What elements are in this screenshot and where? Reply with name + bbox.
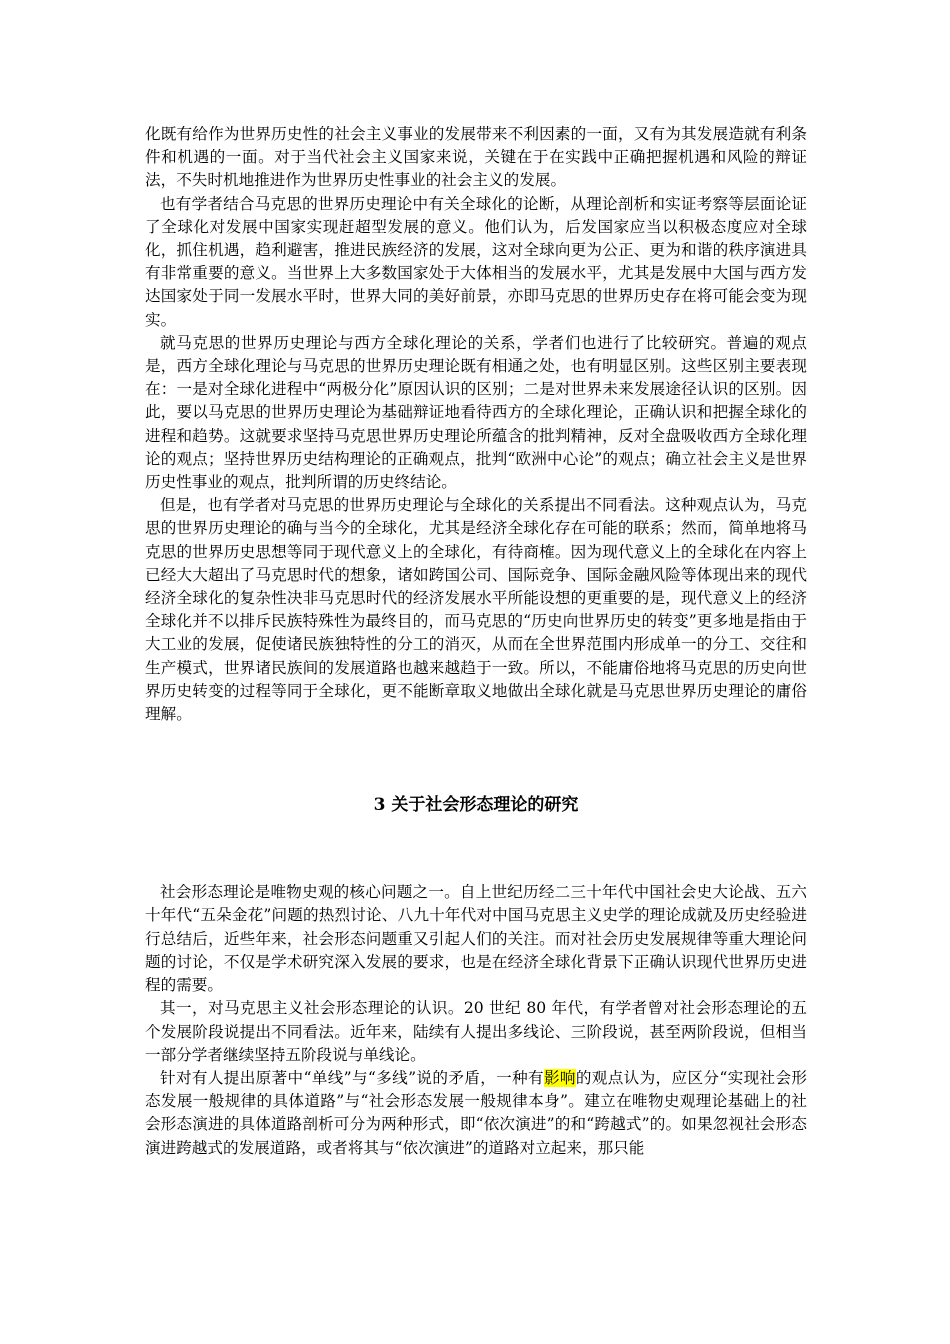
section-heading: 3 关于社会形态理论的研究 (373, 795, 579, 816)
section-spacer-top (145, 726, 807, 793)
document-body (145, 123, 807, 1160)
paragraph-western-globalization-comparison: 就马克思的世界历史理论与西方全球化理论的关系，学者们也进行了比较研究。普遍的观点是，西方全球化理论与马克思的世界历史理论既有相通之处，也有明显区别。这些区别主要表现在：一是对全球化进程中“两极分化”原因认识的区别；二是对世界未来发展途径认识的区别。因此，要以马克思的世界历史理论为基础辩证地看待西方的全球化理论，正确认识和把握全球化的进程和趋势。这就要求坚持马克思世界历史理论所蕴含的批判精神，反对全盘吸收西方全球化理论的观点；坚持世界历史结构理论的正确观点，批判“欧洲中心论”的观点；确立社会主义是世界历史性事业的观点，批判所谓的历史终结论。 (145, 333, 807, 492)
paragraph-text-part1: 针对有人提出原著中“单线”与“多线”说的矛盾，一种有 (160, 1068, 544, 1087)
paragraph-single-multi-line (145, 1067, 807, 1160)
paragraph-continuation: 化既有给作为世界历史性的社会主义事业的发展带来不利因素的一面，又有为其发展造就有利条件和机遇的一面。对于当代社会主义国家来说，关键在于在实践中正确把握机遇和风险的辩证法，不失时机地推进作为世界历史性事业的社会主义的发展。 (145, 125, 807, 190)
paragraph-globalization-catch-up: 也有学者结合马克思的世界历史理论中有关全球化的论断，从理论剖析和实证考察等层面论证了全球化对发展中国家实现赶超型发展的意义。他们认为，后发国家应当以积极态度应对全球化，抓住机遇，趋利避害，推进民族经济的发展，这对全球向更为公正、更为和谐的秩序演进具有非常重要的意义。当世界上大多数国家处于大体相当的发展水平，尤其是发展中大国与西方发达国家处于同一发展水平时，世界大同的美好前景，亦即马克思的世界历史存在将可能会变为现实。 (145, 194, 807, 329)
paragraph-text-part2: 的观点认为，应区分“实现社会形态发展一般规律的具体道路”与“社会形态发展一般规律本身”。建立在唯物史观理论基础上的社会形态演进的具体道路剖析可分为两种形式，即“依次演进”的和“跨越式”的。如果忽视社会形态演进跨越式的发展道路，或者将其与“依次演进”的道路对立起来，那只能 (145, 1068, 807, 1157)
section-spacer-bottom (145, 817, 807, 881)
paragraph-point-one: 其一，对马克思主义社会形态理论的认识。20 世纪 80 年代，有学者曾对社会形态理论的五个发展阶段说提出不同看法。近年来，陆续有人提出多线论、三阶段说，甚至两阶段说，但相当一部分学者继续坚持五阶段说与单线论。 (145, 999, 807, 1064)
highlighted-word: 影响 (543, 1068, 576, 1087)
paragraph-different-views: 但是，也有学者对马克思的世界历史理论与全球化的关系提出不同看法。这种观点认为，马克思的世界历史理论的确与当今的全球化，尤其是经济全球化存在可能的联系；然而，简单地将马克思的世界历史思想等同于现代意义上的全球化，有待商榷。因为现代意义上的全球化在内容上已经大大超出了马克思时代的想象，诸如跨国公司、国际竞争、国际金融风险等体现出来的现代经济全球化的复杂性决非马克思时代的经济发展水平所能设想的更重要的是，现代意义上的经济全球化并不以排斥民族特殊性为最终目的，而马克思的“历史向世界历史的转变”更多地是指由于大工业的发展，促使诸民族独特性的分工的消灭，从而在全世界范围内形成单一的分工、交往和生产模式，世界诸民族间的发展道路也越来越趋于一致。所以，不能庸俗地将马克思的历史向世界历史转变的过程等同于全球化，更不能断章取义地做出全球化就是马克思世界历史理论的庸俗理解。 (145, 496, 807, 724)
paragraph-social-formation-intro: 社会形态理论是唯物史观的核心问题之一。自上世纪历经二三十年代中国社会史大论战、五六十年代“五朵金花”问题的热烈讨论、八九十年代对中国马克思主义史学的理论成就及历史经验进行总结后，近些年来，社会形态问题重又引起人们的关注。而对社会历史发展规律等重大理论问题的讨论，不仅是学术研究深入发展的要求，也是在经济全球化背景下正确认识现代世界历史进程的需要。 (145, 883, 807, 995)
